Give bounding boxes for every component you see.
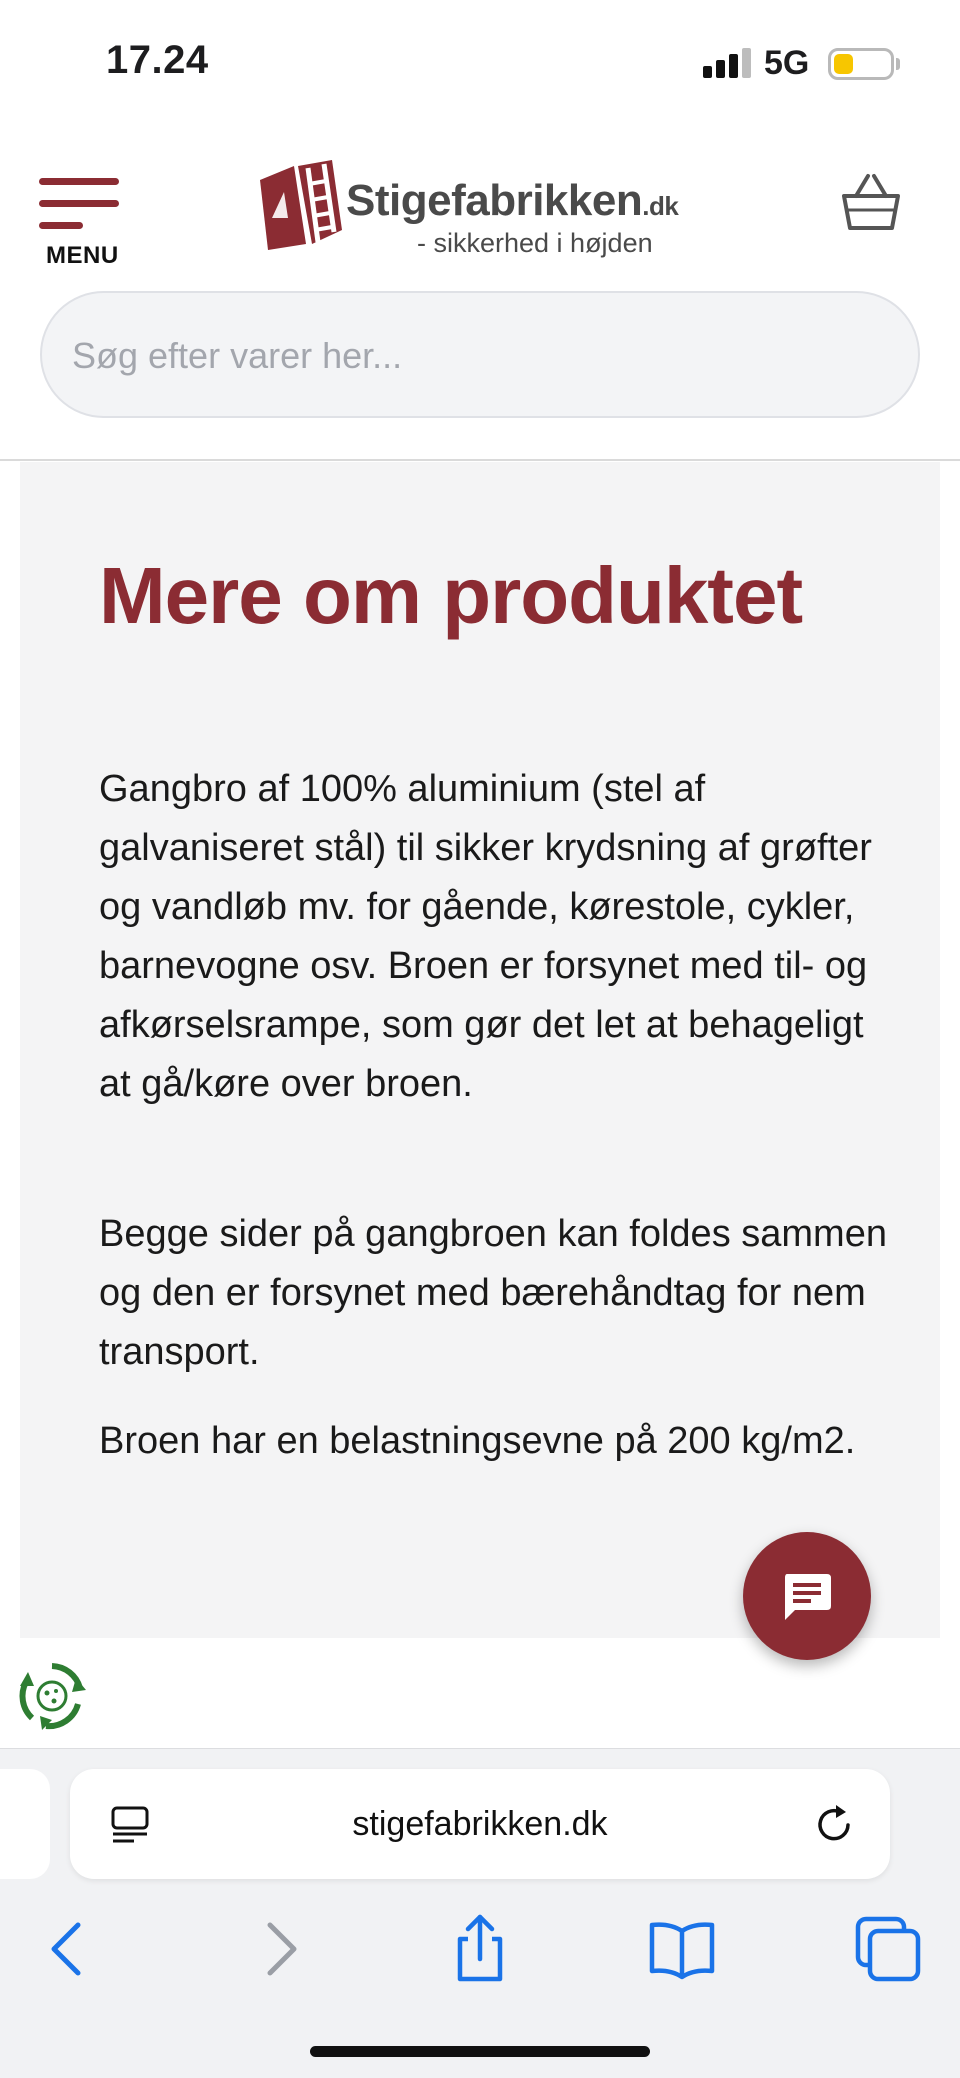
battery-level (834, 54, 853, 74)
ladder-logo-icon (254, 158, 346, 250)
search-input[interactable] (72, 329, 872, 383)
back-icon[interactable] (30, 1909, 110, 1989)
battery-tip (896, 58, 900, 70)
hamburger-icon-bar (39, 200, 119, 207)
basket-icon[interactable] (838, 170, 904, 236)
hamburger-icon (39, 178, 119, 185)
forward-icon[interactable] (238, 1909, 318, 1989)
previous-tab-peek[interactable] (0, 1769, 50, 1879)
tabs-icon[interactable] (848, 1909, 928, 1989)
address-bar[interactable] (70, 1769, 890, 1879)
section-title: Mere om produktet (99, 551, 803, 640)
home-indicator[interactable] (310, 2046, 650, 2057)
share-icon[interactable] (440, 1909, 520, 1989)
product-description-section (20, 462, 940, 1638)
header-divider (0, 459, 960, 461)
site-logo[interactable] (254, 158, 694, 258)
network-type: 5G (764, 44, 810, 82)
site-header (0, 140, 960, 280)
description-paragraph: Gangbro af 100% aluminium (stel af galvaniseret stål) til sikker krydsning af grøfter og vandløb mv. for gående, kørestole, cykler, barnevogne osv. Broen er forsynet med til- og afkørselsrampe, som gør det let at behageligt at gå/køre over broen. (99, 768, 872, 1105)
recycle-icon[interactable] (16, 1660, 88, 1732)
search-bar[interactable] (40, 291, 920, 418)
description-paragraph: Broen har en belastningsevne på 200 kg/m2. (99, 1420, 856, 1462)
hamburger-icon-bar (39, 222, 83, 229)
logo-wordmark (346, 176, 678, 226)
bookmarks-icon[interactable] (642, 1909, 722, 1989)
logo-domain: .dk (642, 191, 679, 221)
description-paragraph: Begge sider på gangbroen kan foldes sammen og den er forsynet med bærehåndtag for nem transport. (99, 1213, 887, 1373)
chat-button[interactable] (743, 1532, 871, 1660)
battery-icon (828, 48, 894, 80)
menu-label: MENU (46, 242, 119, 269)
logo-name: Stigefabrikken (346, 176, 643, 225)
browser-toolbar (0, 1748, 960, 2078)
menu-button[interactable] (36, 158, 126, 269)
status-time: 17.24 (106, 38, 209, 82)
status-bar (0, 0, 960, 130)
logo-tagline: - sikkerhed i højden (417, 228, 653, 258)
cellular-signal-icon (703, 48, 751, 78)
reload-icon[interactable] (814, 1803, 856, 1845)
chat-icon (781, 1572, 833, 1622)
url-text: stigefabrikken.dk (352, 1805, 608, 1843)
